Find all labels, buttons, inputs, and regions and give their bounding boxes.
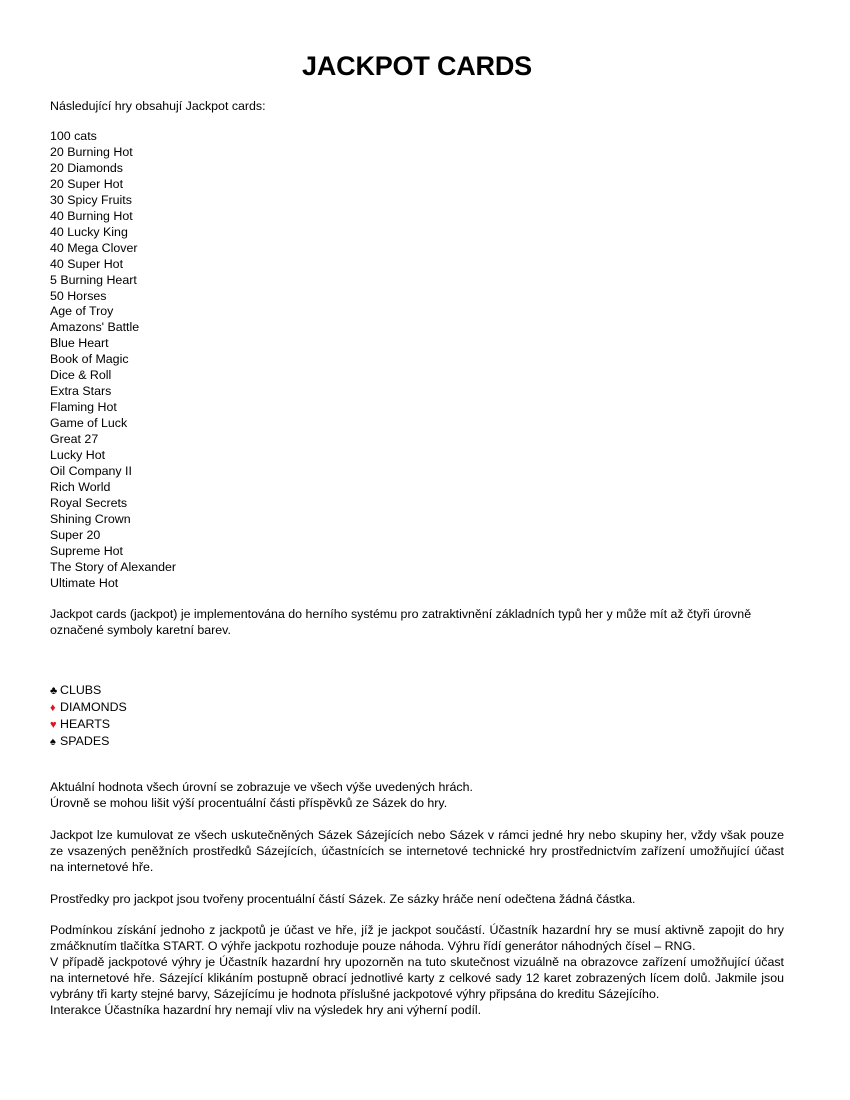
document-page xyxy=(50,48,784,1018)
list-item: 30 Spicy Fruits xyxy=(50,192,132,207)
accumulation-paragraph: Jackpot lze kumulovat ze všech uskutečněných Sázek Sázejících nebo Sázek v rámci jedné hry nebo skupiny her, vždy však pouze ze vsazených peněžních prostředků Sázejících, účastnících se internetové technické hry prostřednictvím zařízení umožňující účast na internetové hře. xyxy=(50,827,784,874)
win-paragraph: V případě jackpotové výhry je Účastník hazardní hry upozorněn na tuto skutečnost vizuálně na obrazovce zařízení umožňující účast na internetové hře. Sázející klikáním postupně obrací jednotlivé karty z celkové sady 12 karet zobrazených lícem dolů. Jakmile jsou vybrány tři karty stejné barvy, Sázejícímu je hodnota příslušné jackpotové výhry připsána do kreditu Sázejícího. xyxy=(50,954,784,1001)
condition-paragraph: Podmínkou získání jednoho z jackpotů je účast ve hře, jíž je jackpot součástí. Účastník hazardní hry se musí aktivně zapojit do hry zmáčknutím tlačítka START. O výhře jackpotu rozhoduje pouze náhoda. Výhru řídí generátor náhodných čísel – RNG. xyxy=(50,922,784,953)
games-list xyxy=(50,129,784,592)
suit-label: HEARTS xyxy=(60,716,111,731)
list-item: Flaming Hot xyxy=(50,400,117,415)
list-item: Royal Secrets xyxy=(50,495,128,510)
list-item: 20 Burning Hot xyxy=(50,144,133,159)
clubs-icon: ♣ xyxy=(50,684,58,697)
interaction-paragraph: Interakce Účastníka hazardní hry nemají vliv na výsledek hry ani výherní podíl. xyxy=(50,1002,482,1017)
list-item: Amazons' Battle xyxy=(50,320,140,335)
list-item: Ultimate Hot xyxy=(50,575,119,590)
list-item: Age of Troy xyxy=(50,304,114,319)
list-item: 20 Super Hot xyxy=(50,176,124,191)
list-item: Lucky Hot xyxy=(50,448,106,463)
spades-icon: ♠ xyxy=(50,735,56,748)
list-item: Shining Crown xyxy=(50,511,131,526)
list-item: Oil Company II xyxy=(50,464,132,479)
list-item: Supreme Hot xyxy=(50,543,124,558)
list-item: Game of Luck xyxy=(50,416,128,431)
suit-item-hearts xyxy=(50,716,784,733)
suit-label: CLUBS xyxy=(60,682,102,697)
list-item: 5 Burning Heart xyxy=(50,272,137,287)
page-title: JACKPOT CARDS xyxy=(302,51,532,81)
description-paragraph: Jackpot cards (jackpot) je implementována do herního systému pro zatraktivnění základních typů her y může mít až čtyři úrovně označené symboly karetní barev. xyxy=(50,606,752,637)
levels-line-1: Aktuální hodnota všech úrovní se zobrazuje ve všech výše uvedených hrách. xyxy=(50,779,473,794)
list-item: Extra Stars xyxy=(50,384,112,399)
suit-item-diamonds xyxy=(50,699,784,716)
list-item: 40 Burning Hot xyxy=(50,208,133,223)
list-item: 20 Diamonds xyxy=(50,160,124,175)
list-item: 40 Mega Clover xyxy=(50,240,138,255)
list-item: Book of Magic xyxy=(50,352,129,367)
list-item: Super 20 xyxy=(50,527,101,542)
list-item: 40 Lucky King xyxy=(50,224,128,239)
list-item: Great 27 xyxy=(50,432,99,447)
intro-text: Následující hry obsahují Jackpot cards: xyxy=(50,99,266,113)
levels-line-2: Úrovně se mohou lišit výší procentuální části příspěvků ze Sázek do hry. xyxy=(50,795,448,810)
suit-item-spades xyxy=(50,733,784,750)
funding-paragraph: Prostředky pro jackpot jsou tvořeny procentuální částí Sázek. Ze sázky hráče není odečtena žádná částka. xyxy=(50,891,636,906)
list-item: The Story of Alexander xyxy=(50,559,177,574)
list-item: 40 Super Hot xyxy=(50,256,124,271)
list-item: 100 cats xyxy=(50,129,97,143)
hearts-icon: ♥ xyxy=(50,718,57,731)
list-item: Blue Heart xyxy=(50,336,109,351)
list-item: Dice & Roll xyxy=(50,368,112,383)
list-item: Rich World xyxy=(50,479,111,494)
list-item: 50 Horses xyxy=(50,288,107,303)
suit-label: DIAMONDS xyxy=(60,699,127,714)
suit-label: SPADES xyxy=(60,733,110,748)
suits-list xyxy=(50,682,784,750)
diamonds-icon: ♦ xyxy=(50,701,56,714)
suit-item-clubs xyxy=(50,682,784,699)
